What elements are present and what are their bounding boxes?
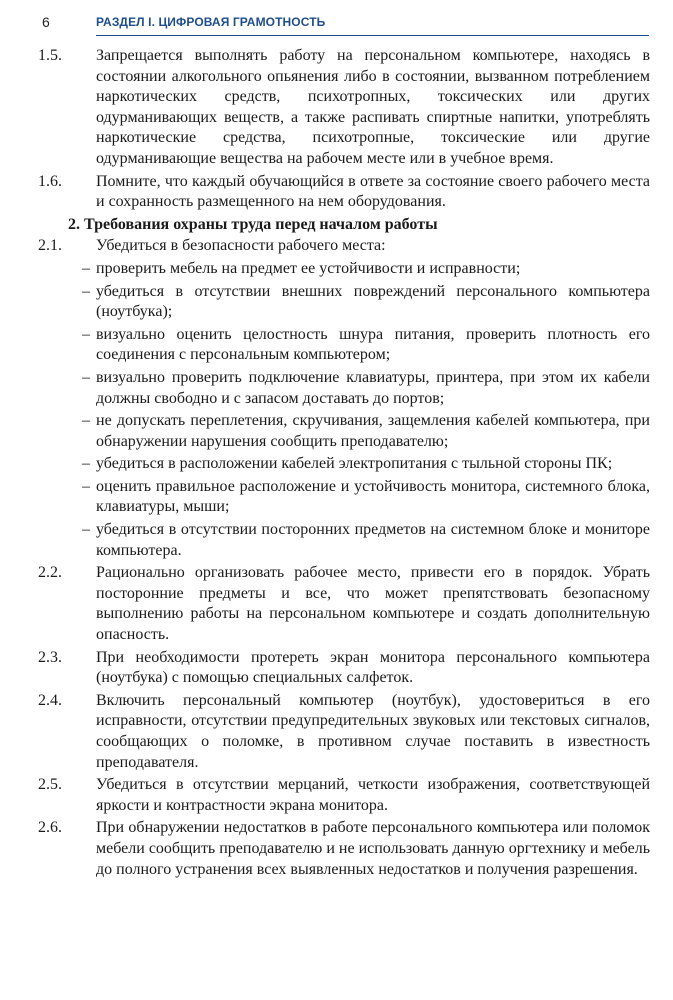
item-number: 2.1. xyxy=(38,237,62,255)
list-item xyxy=(38,236,650,257)
bullet-item xyxy=(38,325,650,366)
item-number: 2.5. xyxy=(38,776,62,794)
bullet-text: убедиться в отсутствии посторонних предметов на системном блоке и мониторе компьютера. xyxy=(96,521,650,559)
list-item xyxy=(38,563,650,645)
bullet-text: не допускать переплетения, скручивания, защемления кабелей компьютера, при обнаружении нарушения сообщить преподавателю; xyxy=(96,412,650,450)
item-number: 2.4. xyxy=(38,691,62,709)
header-divider xyxy=(96,35,649,36)
bullet-text: убедиться в расположении кабелей электропитания с тыльной стороны ПК; xyxy=(96,455,613,473)
bullet-text: проверить мебель на предмет ее устойчивости и исправности; xyxy=(96,259,521,277)
item-number: 2.3. xyxy=(38,648,62,666)
item-text: Убедиться в безопасности рабочего места: xyxy=(96,237,386,255)
bullet-text: визуально проверить подключение клавиатуры, принтера, при этом их кабели должны свободно и с запасом доставать до портов; xyxy=(96,368,650,407)
bullet-item xyxy=(38,259,650,280)
page-header xyxy=(0,8,673,38)
bullet-item xyxy=(38,454,650,475)
bullet-item xyxy=(38,411,650,452)
page-body xyxy=(38,46,650,882)
item-number: 1.5. xyxy=(38,47,62,64)
list-item xyxy=(38,775,650,816)
bullet-dash: – xyxy=(82,259,90,277)
bullet-dash: – xyxy=(82,412,90,430)
bullet-dash: – xyxy=(82,521,90,539)
item-text: При необходимости протереть экран монитора персонального компьютера (ноутбука) с помощью специальных салфеток. xyxy=(96,648,650,687)
bullet-dash: – xyxy=(82,282,90,300)
list-item xyxy=(38,46,650,170)
bullet-text: убедиться в отсутствии внешних повреждений персонального компьютера (ноутбука); xyxy=(96,282,650,321)
bullet-item xyxy=(38,520,650,561)
item-number: 1.6. xyxy=(38,172,62,190)
item-text: При обнаружении недостатков в работе персонального компьютера или поломок мебели сообщить преподавателю и не использовать данную оргтехнику и мебель до полного устранения всех выявленных недостатков и получения разрешения. xyxy=(96,819,650,878)
page-number: 6 xyxy=(42,14,50,30)
bullet-item xyxy=(38,477,650,518)
item-text: Помните, что каждый обучающийся в ответе за состояние своего рабочего места и сохранность размещенного на нем оборудования. xyxy=(96,172,650,211)
list-item xyxy=(38,691,650,773)
item-number: 2.6. xyxy=(38,819,62,837)
bullet-dash: – xyxy=(82,455,90,473)
list-item xyxy=(38,648,650,689)
bullet-dash: – xyxy=(82,325,90,343)
bullet-text: визуально оценить целостность шнура питания, проверить плотность его соединения с персональным компьютером; xyxy=(96,325,650,364)
bullet-item xyxy=(38,368,650,409)
item-text: Убедиться в отсутствии мерцаний, четкости изображения, соответствующей яркости и контрастности экрана монитора. xyxy=(96,776,650,814)
bullet-item xyxy=(38,282,650,323)
bullet-text: оценить правильное расположение и устойчивость монитора, системного блока, клавиатуры, мыши; xyxy=(96,477,650,516)
section-heading: 2. Требования охраны труда перед началом работы xyxy=(68,215,438,233)
item-text: Рационально организовать рабочее место, привести его в порядок. Убрать посторонние предметы и все, что может препятствовать безопасному выполнению работы на персональном компьютере и создать дополнительную опасность. xyxy=(96,564,650,644)
list-item xyxy=(38,818,650,880)
list-item xyxy=(38,172,650,213)
running-title: РАЗДЕЛ I. ЦИФРОВАЯ ГРАМОТНОСТЬ xyxy=(96,15,326,29)
item-text: Запрещается выполнять работу на персональном компьютере, находясь в состоянии алкогольного опьянения либо в состоянии, вызванном потреблением наркотических средств, психотропных, токсических или других одурманивающих веществ, а также распивать спиртные напитки, употреблять наркотические средства, психотропные, токсические или другие одурманивающие вещества на рабочем месте или в учебное время. xyxy=(96,47,650,167)
bullet-dash: – xyxy=(82,477,90,495)
item-text: Включить персональный компьютер (ноутбук), удостовериться в его исправности, отсутствии предупредительных звуковых или текстовых сигналов, сообщающих о поломке, в противном случае поставить в известность преподавателя. xyxy=(96,691,650,771)
item-number: 2.2. xyxy=(38,564,62,582)
bullet-dash: – xyxy=(82,368,90,386)
